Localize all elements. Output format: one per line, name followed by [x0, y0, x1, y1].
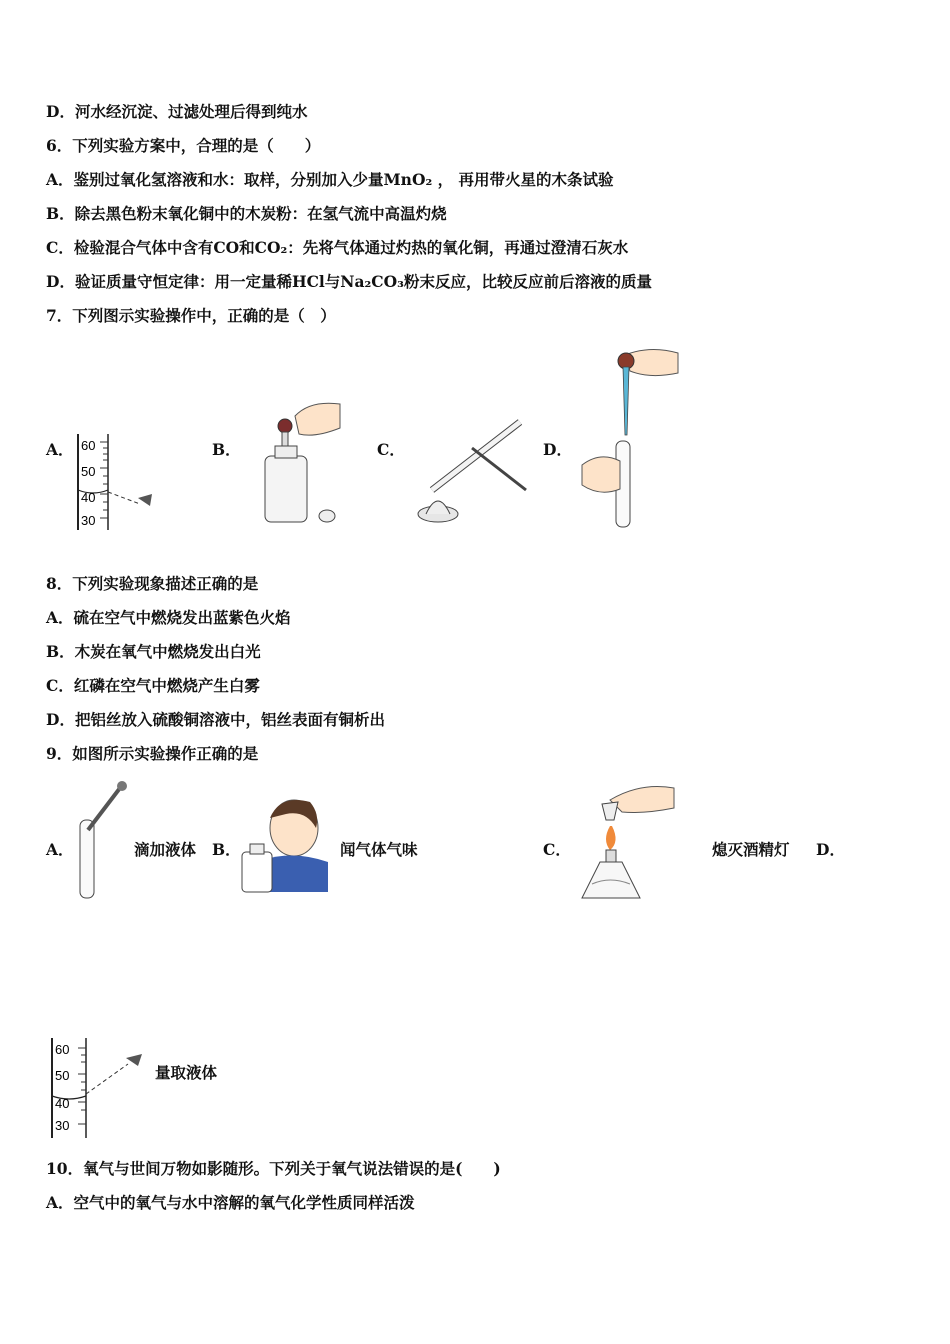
q9-figure-smell-gas — [240, 788, 332, 896]
tick-30: 30 — [55, 1118, 70, 1133]
q6-option-a: A．鉴别过氧化氢溶液和水：取样，分别加入少量MnO₂ ， 再用带火星的木条试验 — [46, 170, 614, 189]
q6-option-c: C．检验混合气体中含有CO和CO₂：先将气体通过灼热的氧化铜，再通过澄清石灰水 — [46, 238, 629, 257]
q8-option-b: B．木炭在氧气中燃烧发出白光 — [46, 642, 261, 661]
tick-60: 60 — [55, 1042, 70, 1057]
tick-30: 30 — [81, 513, 96, 528]
q7-label-c: C． — [377, 440, 405, 459]
q9-label-d: D． — [816, 840, 845, 859]
q7-figure-dropper-bottle — [255, 398, 355, 528]
q8-option-a: A．硫在空气中燃烧发出蓝紫色火焰 — [46, 608, 291, 627]
q10-option-a: A．空气中的氧气与水中溶解的氧气化学性质同样活泼 — [46, 1193, 415, 1212]
q7-figure-tube-heating — [412, 418, 532, 530]
q6-stem: 6．下列实验方案中，合理的是（ ） — [46, 136, 321, 155]
q9-label-a: A． — [46, 840, 74, 859]
tick-40: 40 — [55, 1096, 70, 1111]
q8-stem: 8．下列实验现象描述正确的是 — [46, 574, 259, 593]
q9-caption-b: 闻气体气味 — [340, 840, 418, 859]
q9-caption-a: 滴加液体 — [134, 840, 197, 859]
q8-option-c: C．红磷在空气中燃烧产生白雾 — [46, 676, 260, 695]
q9-figure-drop-liquid — [74, 780, 134, 902]
q7-stem: 7．下列图示实验操作中，正确的是（ ） — [46, 306, 336, 325]
q9-figure-alcohol-lamp — [570, 780, 680, 902]
q9-caption-c: 熄灭酒精灯 — [712, 840, 790, 859]
tick-50: 50 — [81, 464, 96, 479]
tick-40: 40 — [81, 490, 96, 505]
q9-stem: 9．如图所示实验操作正确的是 — [46, 744, 259, 763]
tick-50: 50 — [55, 1068, 70, 1083]
q7-figure-cylinder — [72, 432, 162, 532]
q8-option-d: D．把铝丝放入硫酸铜溶液中，铝丝表面有铜析出 — [46, 710, 385, 729]
eye-icon — [126, 1054, 142, 1066]
q7-label-a: A． — [46, 440, 74, 459]
q9-figure-cylinder — [48, 1036, 158, 1140]
eye-icon — [138, 494, 152, 506]
q6-option-d: D．验证质量守恒定律：用一定量稀HCl与Na₂CO₃粉末反应，比较反应前后溶液的质量 — [46, 272, 652, 291]
tick-60: 60 — [81, 438, 96, 453]
q7-figure-dropper-tube — [580, 345, 680, 530]
q5-option-d: D．河水经沉淀、过滤处理后得到纯水 — [46, 102, 308, 121]
q9-caption-d: 量取液体 — [155, 1063, 218, 1082]
q6-option-b: B．除去黑色粉末氧化铜中的木炭粉：在氢气流中高温灼烧 — [46, 204, 447, 223]
q7-label-d: D． — [543, 440, 572, 459]
q7-label-b: B． — [212, 440, 241, 459]
q9-label-b: B． — [212, 840, 241, 859]
q10-stem: 10．氧气与世间万物如影随形。下列关于氧气说法错误的是( ) — [46, 1159, 501, 1178]
q9-label-c: C． — [543, 840, 571, 859]
